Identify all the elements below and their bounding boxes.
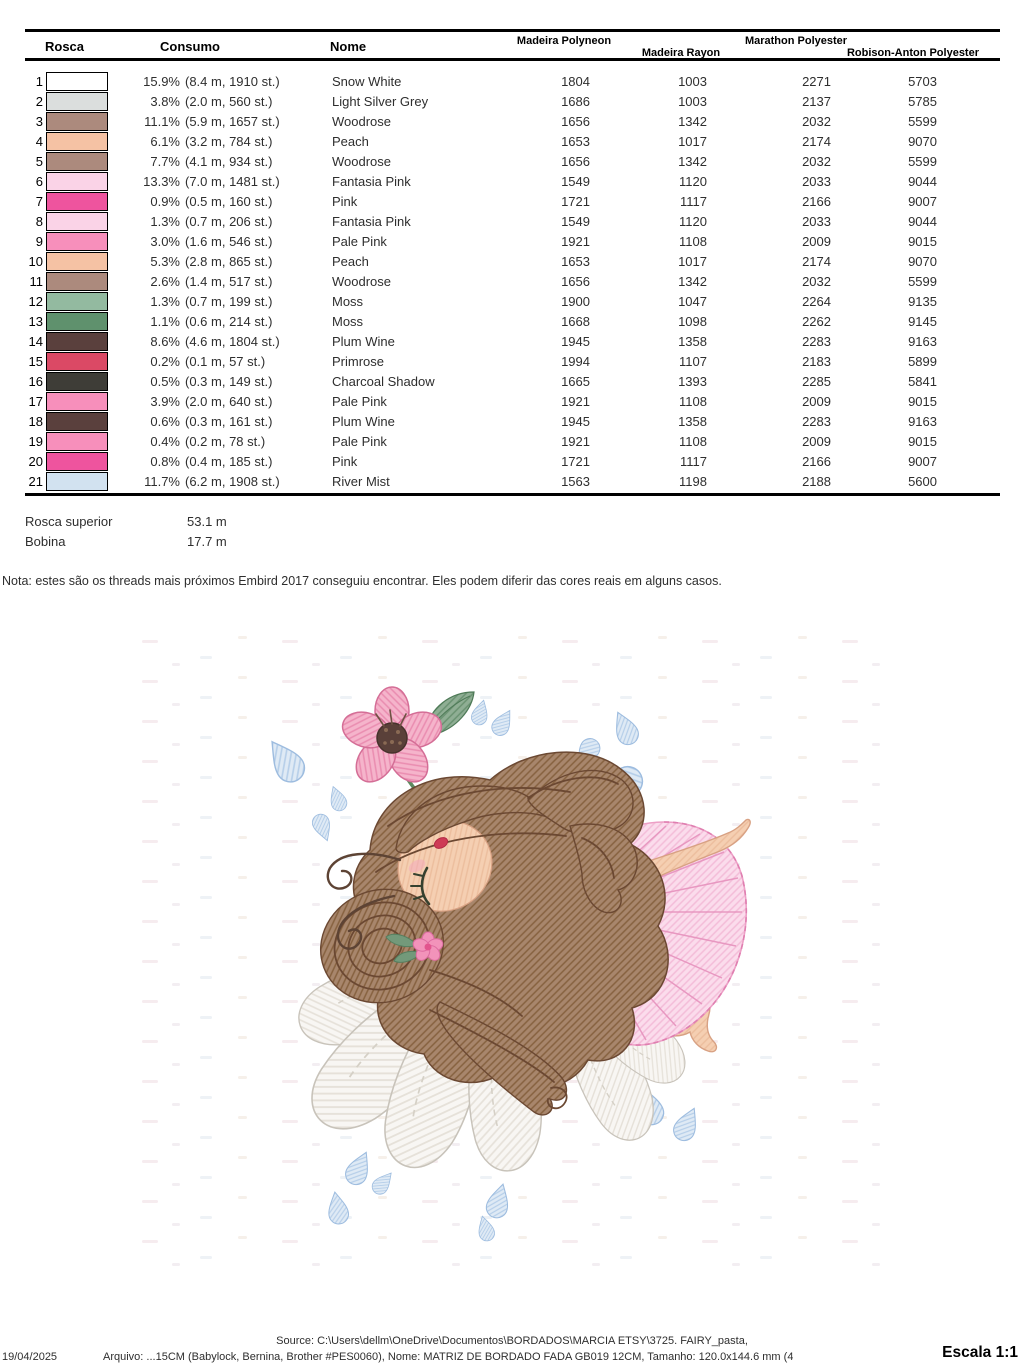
row-number: 6	[35, 173, 43, 189]
thread-name-cell: Fantasia Pink	[332, 213, 411, 229]
consumo-cell	[108, 374, 332, 389]
thread-name-cell: Pink	[332, 453, 358, 469]
madeira-polyneon-cell: 1549	[561, 173, 590, 189]
thread-name-cell: Primrose	[332, 353, 385, 369]
thread-name-cell: Plum Wine	[332, 333, 395, 349]
consumo-cell	[108, 254, 332, 269]
madeira-polyneon-cell: 1721	[561, 453, 590, 469]
marathon-polyester-cell: 2174	[802, 133, 831, 149]
madeira-rayon-cell: 1003	[678, 93, 707, 109]
consumo-detail: (3.2 m, 784 st.)	[185, 133, 273, 149]
row-number: 18	[28, 413, 43, 429]
consumo-detail: (1.4 m, 517 st.)	[185, 273, 273, 289]
consumo-percent: 0.9%	[150, 193, 180, 209]
robison-anton-cell: 9015	[908, 233, 937, 249]
color-swatch	[46, 472, 108, 491]
consumo-detail: (0.7 m, 206 st.)	[185, 213, 273, 229]
consumo-percent: 0.2%	[150, 353, 180, 369]
thread-name-cell: Moss	[332, 293, 364, 309]
table-row	[25, 171, 1000, 191]
row-number: 2	[35, 93, 43, 109]
row-number: 19	[28, 433, 43, 449]
thread-name-cell: Light Silver Grey	[332, 93, 429, 109]
madeira-rayon-cell: 1017	[678, 253, 707, 269]
madeira-rayon-cell: 1117	[680, 193, 707, 209]
consumo-cell	[108, 394, 332, 409]
consumo-percent: 0.5%	[150, 373, 180, 389]
consumo-percent: 1.3%	[150, 293, 180, 309]
row-number: 12	[28, 293, 43, 309]
rosca-superior-value: 53.1 m	[187, 514, 227, 529]
consumo-detail: (2.0 m, 560 st.)	[185, 93, 273, 109]
thread-rows	[25, 71, 1000, 491]
marathon-polyester-cell: 2033	[802, 173, 831, 189]
consumo-detail: (0.7 m, 199 st.)	[185, 293, 273, 309]
madeira-polyneon-cell: 1549	[561, 213, 590, 229]
row-number: 21	[28, 473, 43, 489]
madeira-rayon-cell: 1108	[679, 433, 707, 449]
row-number: 15	[28, 353, 43, 369]
row-number: 3	[35, 113, 43, 129]
consumo-detail: (6.2 m, 1908 st.)	[185, 473, 280, 489]
madeira-rayon-cell: 1358	[678, 333, 707, 349]
color-swatch	[46, 392, 108, 411]
marathon-polyester-cell: 2032	[802, 273, 831, 289]
consumo-detail: (0.3 m, 149 st.)	[185, 373, 273, 389]
consumo-percent: 3.0%	[150, 233, 180, 249]
table-row	[25, 471, 1000, 491]
madeira-polyneon-cell: 1921	[561, 433, 590, 449]
table-row	[25, 91, 1000, 111]
madeira-polyneon-cell: 1945	[561, 413, 590, 429]
color-swatch	[46, 412, 108, 431]
madeira-rayon-cell: 1393	[678, 373, 707, 389]
madeira-rayon-cell: 1108	[679, 233, 707, 249]
header-nome: Nome	[330, 39, 367, 54]
consumo-percent: 3.8%	[150, 93, 180, 109]
thread-name-cell: Moss	[332, 313, 364, 329]
consumo-detail: (1.6 m, 546 st.)	[185, 233, 273, 249]
color-swatch	[46, 432, 108, 451]
header-marathon-polyester: Marathon Polyester	[744, 35, 848, 47]
robison-anton-cell: 5899	[908, 353, 937, 369]
madeira-rayon-cell: 1117	[680, 453, 707, 469]
consumo-detail: (0.3 m, 161 st.)	[185, 413, 273, 429]
consumo-cell	[108, 154, 332, 169]
table-row	[25, 291, 1000, 311]
color-swatch	[46, 92, 108, 111]
header-madeira-rayon: Madeira Rayon	[641, 47, 721, 59]
fairy-embroidery-preview	[130, 630, 890, 1270]
table-row	[25, 351, 1000, 371]
madeira-polyneon-cell: 1656	[561, 273, 590, 289]
madeira-rayon-cell: 1342	[678, 113, 707, 129]
row-number: 5	[35, 153, 43, 169]
row-number: 7	[35, 193, 43, 209]
consumo-detail: (2.0 m, 640 st.)	[185, 393, 273, 409]
row-number: 8	[35, 213, 43, 229]
madeira-polyneon-cell: 1900	[561, 293, 590, 309]
robison-anton-cell: 9070	[908, 133, 937, 149]
madeira-rayon-cell: 1120	[679, 173, 707, 189]
row-number: 10	[28, 253, 43, 269]
consumo-percent: 13.3%	[143, 173, 180, 189]
consumo-detail: (0.1 m, 57 st.)	[185, 353, 266, 369]
table-row	[25, 211, 1000, 231]
footer-date: 19/04/2025	[2, 1351, 58, 1363]
rosca-superior-label: Rosca superior	[25, 514, 113, 529]
marathon-polyester-cell: 2188	[802, 473, 831, 489]
color-swatch	[46, 272, 108, 291]
table-row	[25, 251, 1000, 271]
consumo-cell	[108, 174, 332, 189]
row-number: 16	[28, 373, 43, 389]
table-row	[25, 131, 1000, 151]
table-row	[25, 431, 1000, 451]
marathon-polyester-cell: 2009	[802, 233, 831, 249]
thread-name-cell: Pale Pink	[332, 393, 387, 409]
robison-anton-cell: 9145	[908, 313, 937, 329]
consumo-cell	[108, 114, 332, 129]
header-consumo: Consumo	[160, 39, 220, 54]
robison-anton-cell: 9135	[908, 293, 937, 309]
row-number: 1	[35, 73, 43, 89]
consumo-detail: (0.5 m, 160 st.)	[185, 193, 273, 209]
row-number: 20	[28, 453, 43, 469]
madeira-polyneon-cell: 1656	[561, 113, 590, 129]
marathon-polyester-cell: 2174	[802, 253, 831, 269]
table-row	[25, 231, 1000, 251]
madeira-rayon-cell: 1107	[679, 353, 707, 369]
table-row	[25, 411, 1000, 431]
color-swatch	[46, 352, 108, 371]
footer-source-line: Source: C:\Users\dellm\OneDrive\Documentos\BORDADOS\MARCIA ETSY\3725. FAIRY_pasta,	[276, 1335, 748, 1347]
thread-name-cell: Fantasia Pink	[332, 173, 411, 189]
marathon-polyester-cell: 2033	[802, 213, 831, 229]
robison-anton-cell: 5703	[908, 73, 937, 89]
marathon-polyester-cell: 2262	[802, 313, 831, 329]
scale-label: Escala 1:1	[942, 1344, 1018, 1361]
consumo-detail: (4.6 m, 1804 st.)	[185, 333, 280, 349]
marathon-polyester-cell: 2009	[802, 433, 831, 449]
thread-name-cell: Plum Wine	[332, 413, 395, 429]
color-swatch	[46, 72, 108, 91]
marathon-polyester-cell: 2166	[802, 453, 831, 469]
madeira-rayon-cell: 1342	[678, 273, 707, 289]
consumo-cell	[108, 234, 332, 249]
consumo-percent: 0.6%	[150, 413, 180, 429]
consumo-percent: 3.9%	[150, 393, 180, 409]
thread-name-cell: Charcoal Shadow	[332, 373, 435, 389]
row-number: 14	[28, 333, 43, 349]
madeira-rayon-cell: 1003	[678, 73, 707, 89]
madeira-rayon-cell: 1098	[678, 313, 707, 329]
consumo-percent: 15.9%	[143, 73, 180, 89]
consumo-percent: 5.3%	[150, 253, 180, 269]
madeira-polyneon-cell: 1804	[561, 73, 590, 89]
consumo-percent: 6.1%	[150, 133, 180, 149]
robison-anton-cell: 5599	[908, 273, 937, 289]
consumo-cell	[108, 134, 332, 149]
color-swatch	[46, 372, 108, 391]
marathon-polyester-cell: 2166	[802, 193, 831, 209]
madeira-rayon-cell: 1358	[678, 413, 707, 429]
marathon-polyester-cell: 2264	[802, 293, 831, 309]
madeira-rayon-cell: 1120	[679, 213, 707, 229]
thread-name-cell: Peach	[332, 253, 369, 269]
robison-anton-cell: 9070	[908, 253, 937, 269]
madeira-polyneon-cell: 1653	[561, 253, 590, 269]
consumo-percent: 11.7%	[144, 473, 180, 489]
marathon-polyester-cell: 2137	[802, 93, 831, 109]
thread-name-cell: Pale Pink	[332, 233, 387, 249]
madeira-polyneon-cell: 1665	[561, 373, 590, 389]
robison-anton-cell: 9015	[908, 393, 937, 409]
marathon-polyester-cell: 2009	[802, 393, 831, 409]
table-row	[25, 451, 1000, 471]
consumo-cell	[108, 274, 332, 289]
marathon-polyester-cell: 2271	[802, 73, 831, 89]
table-row	[25, 151, 1000, 171]
robison-anton-cell: 9044	[908, 173, 937, 189]
marathon-polyester-cell: 2285	[802, 373, 831, 389]
marathon-polyester-cell: 2283	[802, 413, 831, 429]
consumo-percent: 8.6%	[150, 333, 180, 349]
consumo-cell	[108, 334, 332, 349]
consumo-cell	[108, 194, 332, 209]
robison-anton-cell: 5785	[908, 93, 937, 109]
table-row	[25, 71, 1000, 91]
header-robison-anton: Robison-Anton Polyester	[846, 47, 980, 59]
robison-anton-cell: 9044	[908, 213, 937, 229]
madeira-polyneon-cell: 1721	[561, 193, 590, 209]
consumo-detail: (0.6 m, 214 st.)	[185, 313, 273, 329]
consumo-detail: (4.1 m, 934 st.)	[185, 153, 273, 169]
madeira-rayon-cell: 1342	[678, 153, 707, 169]
table-row	[25, 331, 1000, 351]
consumo-cell	[108, 74, 332, 89]
consumo-percent: 7.7%	[150, 153, 180, 169]
color-swatch	[46, 452, 108, 471]
consumo-detail: (0.2 m, 78 st.)	[185, 433, 266, 449]
robison-anton-cell: 5599	[908, 153, 937, 169]
robison-anton-cell: 9163	[908, 413, 937, 429]
marathon-polyester-cell: 2283	[802, 333, 831, 349]
table-row	[25, 111, 1000, 131]
row-number: 17	[28, 393, 43, 409]
madeira-polyneon-cell: 1668	[561, 313, 590, 329]
consumo-percent: 1.1%	[150, 313, 180, 329]
thread-name-cell: Woodrose	[332, 273, 392, 289]
robison-anton-cell: 9007	[908, 193, 937, 209]
madeira-polyneon-cell: 1994	[561, 353, 590, 369]
consumo-detail: (2.8 m, 865 st.)	[185, 253, 273, 269]
header-rosca: Rosca	[45, 39, 85, 54]
row-number: 11	[29, 273, 43, 289]
madeira-rayon-cell: 1047	[678, 293, 707, 309]
color-swatch	[46, 132, 108, 151]
row-number: 9	[35, 233, 43, 249]
thread-name-cell: Woodrose	[332, 113, 392, 129]
footer-file-line: Arquivo: ...15CM (Babylock, Bernina, Brother #PES0060), Nome: MATRIZ DE BORDADO FADA GB019 12CM, Tamanho: 120.0x144.6 mm (4	[103, 1351, 794, 1363]
consumo-cell	[108, 94, 332, 109]
color-swatch	[46, 172, 108, 191]
consumo-detail: (7.0 m, 1481 st.)	[185, 173, 280, 189]
consumo-cell	[108, 214, 332, 229]
table-bottom-rule	[25, 493, 1000, 496]
consumo-percent: 11.1%	[144, 113, 180, 129]
consumo-cell	[108, 454, 332, 469]
color-swatch	[46, 112, 108, 131]
table-row	[25, 311, 1000, 331]
consumo-percent: 1.3%	[150, 213, 180, 229]
consumo-cell	[108, 434, 332, 449]
madeira-polyneon-cell: 1921	[561, 393, 590, 409]
madeira-rayon-cell: 1108	[679, 393, 707, 409]
color-swatch	[46, 192, 108, 211]
robison-anton-cell: 9015	[908, 433, 937, 449]
consumo-percent: 0.4%	[150, 433, 180, 449]
thread-name-cell: Pink	[332, 193, 358, 209]
madeira-rayon-cell: 1198	[679, 473, 707, 489]
color-swatch	[46, 312, 108, 331]
madeira-polyneon-cell: 1656	[561, 153, 590, 169]
consumo-detail: (8.4 m, 1910 st.)	[185, 73, 280, 89]
bobina-value: 17.7 m	[187, 534, 227, 549]
bobina-label: Bobina	[25, 534, 66, 549]
row-number: 13	[28, 313, 43, 329]
marathon-polyester-cell: 2032	[802, 153, 831, 169]
marathon-polyester-cell: 2032	[802, 113, 831, 129]
consumo-detail: (5.9 m, 1657 st.)	[185, 113, 280, 129]
color-swatch	[46, 292, 108, 311]
consumo-percent: 2.6%	[150, 273, 180, 289]
color-swatch	[46, 332, 108, 351]
madeira-polyneon-cell: 1563	[561, 473, 590, 489]
consumo-percent: 0.8%	[150, 453, 180, 469]
thread-name-cell: River Mist	[332, 473, 390, 489]
thread-name-cell: Woodrose	[332, 153, 392, 169]
robison-anton-cell: 5841	[908, 373, 937, 389]
table-row	[25, 191, 1000, 211]
marathon-polyester-cell: 2183	[802, 353, 831, 369]
robison-anton-cell: 9007	[908, 453, 937, 469]
thread-name-cell: Peach	[332, 133, 369, 149]
robison-anton-cell: 5600	[908, 473, 937, 489]
consumo-detail: (0.4 m, 185 st.)	[185, 453, 273, 469]
color-swatch	[46, 212, 108, 231]
madeira-polyneon-cell: 1653	[561, 133, 590, 149]
table-row	[25, 391, 1000, 411]
consumo-cell	[108, 414, 332, 429]
consumo-cell	[108, 474, 332, 489]
madeira-polyneon-cell: 1921	[561, 233, 590, 249]
robison-anton-cell: 5599	[908, 113, 937, 129]
consumo-cell	[108, 354, 332, 369]
table-row	[25, 271, 1000, 291]
consumo-cell	[108, 294, 332, 309]
consumo-cell	[108, 314, 332, 329]
madeira-polyneon-cell: 1945	[561, 333, 590, 349]
table-row	[25, 371, 1000, 391]
color-swatch	[46, 152, 108, 171]
thread-note: Nota: estes são os threads mais próximos Embird 2017 conseguiu encontrar. Eles podem diferir das cores reais em alguns casos.	[2, 574, 722, 588]
color-swatch	[46, 232, 108, 251]
header-madeira-polyneon: Madeira Polyneon	[516, 35, 612, 47]
color-swatch	[46, 252, 108, 271]
robison-anton-cell: 9163	[908, 333, 937, 349]
row-number: 4	[35, 133, 43, 149]
thread-name-cell: Snow White	[332, 73, 402, 89]
madeira-rayon-cell: 1017	[678, 133, 707, 149]
thread-name-cell: Pale Pink	[332, 433, 387, 449]
thread-table-header	[25, 29, 1000, 61]
madeira-polyneon-cell: 1686	[561, 93, 590, 109]
